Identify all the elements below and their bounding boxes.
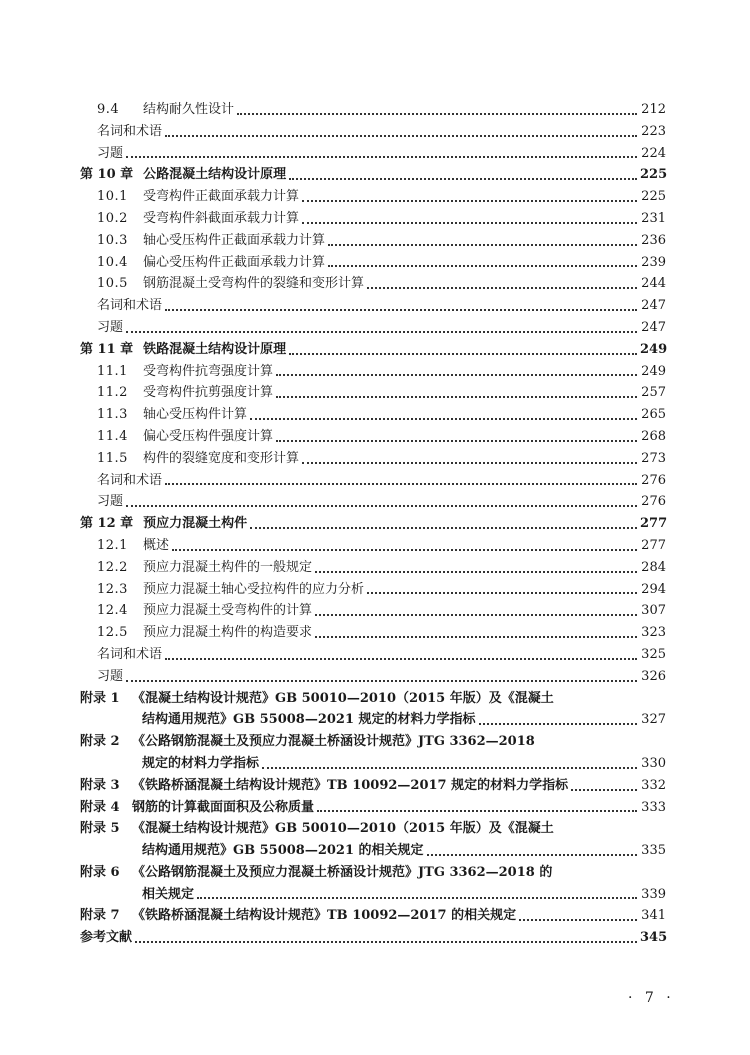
entry-title: 《铁路桥涵混凝土结构设计规范》TB 10092—2017 规定的材料力学指标 — [132, 777, 569, 793]
leader-dots — [302, 221, 637, 224]
entry-label — [97, 252, 325, 274]
toc-entry-line — [80, 927, 666, 949]
toc-entry[interactable] — [80, 557, 666, 579]
toc-entry-line — [80, 709, 666, 731]
toc-entry[interactable] — [80, 797, 666, 819]
entry-label — [97, 186, 299, 208]
entry-label — [80, 797, 314, 819]
leader-dots — [315, 635, 637, 638]
toc-entry[interactable] — [80, 644, 666, 666]
leader-dots — [126, 155, 637, 158]
leader-dots — [519, 918, 637, 921]
toc-entry[interactable] — [80, 295, 666, 317]
page-ref: 273 — [641, 450, 666, 466]
page-ref: 276 — [641, 472, 666, 488]
toc-entry-line — [80, 775, 666, 797]
entry-title: 预应力混凝土构件的一般规定 — [143, 559, 313, 575]
entry-title: 《混凝土结构设计规范》GB 50010—2010（2015 年版）及《混凝土 — [132, 690, 554, 706]
leader-dots — [165, 657, 637, 660]
leader-dots — [367, 286, 637, 289]
leader-dots — [328, 243, 637, 246]
page-ref: 326 — [641, 668, 666, 684]
toc-entry-line — [80, 644, 666, 666]
entry-label — [97, 121, 162, 143]
entry-label — [97, 382, 273, 404]
leader-dots — [328, 264, 637, 267]
entry-title: 受弯构件斜截面承载力计算 — [143, 210, 300, 226]
entry-title: 钢筋混凝土受弯构件的裂缝和变形计算 — [143, 276, 365, 292]
page-ref: 327 — [641, 712, 666, 728]
toc-entry-line — [80, 579, 666, 601]
section-number: 11.3 — [97, 407, 128, 423]
section-number: 11.4 — [97, 428, 128, 444]
toc-entry-line — [80, 186, 666, 208]
entry-title: 习题 — [97, 668, 124, 684]
toc-entry[interactable] — [80, 230, 666, 252]
entry-title: 公路混凝土结构设计原理 — [143, 167, 287, 183]
entry-label — [97, 470, 162, 492]
entry-label — [97, 535, 169, 557]
toc-entry[interactable] — [80, 905, 666, 927]
leader-dots — [165, 134, 637, 137]
section-number: 12.1 — [97, 537, 128, 553]
leader-dots — [571, 788, 637, 791]
entry-title-continued: 相关规定 — [142, 886, 195, 902]
entry-title: 《混凝土结构设计规范》GB 50010—2010（2015 年版）及《混凝土 — [132, 821, 554, 837]
entry-label — [97, 208, 299, 230]
entry-label — [97, 317, 123, 339]
toc-entry[interactable] — [80, 382, 666, 404]
page-ref: 284 — [641, 559, 666, 575]
toc-entry[interactable] — [80, 535, 666, 557]
entry-title: 铁路混凝土结构设计原理 — [143, 341, 287, 357]
page-ref: 345 — [640, 930, 668, 946]
entry-title-continued: 结构通用规范》GB 55008—2021 规定的材料力学指标 — [142, 712, 476, 728]
leader-dots — [427, 853, 637, 856]
entry-label — [97, 230, 325, 252]
toc-entry-line — [80, 753, 666, 775]
leader-dots — [276, 373, 637, 376]
entry-title: 钢筋的计算截面面积及公称质量 — [132, 799, 315, 815]
page-ref: 225 — [640, 167, 668, 183]
leader-dots — [367, 591, 637, 594]
toc-entry[interactable] — [80, 622, 666, 644]
appendix-label: 附录 2 — [80, 734, 120, 750]
page-ref: 239 — [641, 254, 666, 270]
toc-entry-line — [80, 121, 666, 143]
page-ref: 341 — [641, 908, 666, 924]
appendix-label: 附录 4 — [80, 799, 120, 815]
entry-label — [97, 426, 273, 448]
entry-title: 受弯构件抗剪强度计算 — [143, 385, 274, 401]
page-ref: 247 — [641, 319, 666, 335]
section-number: 10.1 — [97, 189, 128, 205]
toc-entry[interactable] — [80, 470, 666, 492]
leader-dots — [302, 199, 637, 202]
leader-dots — [302, 461, 637, 464]
toc-entry-line — [80, 731, 666, 753]
page-ref: 325 — [641, 646, 666, 662]
toc-entry-line — [80, 818, 666, 840]
page-ref: 223 — [641, 123, 666, 139]
toc-entry-line — [80, 688, 666, 710]
toc-entry[interactable] — [80, 121, 666, 143]
toc-entry-line — [80, 230, 666, 252]
entry-title-continued: 规定的材料力学指标 — [142, 755, 260, 771]
toc-entry-line — [80, 382, 666, 404]
entry-title: 概述 — [143, 537, 170, 553]
leader-dots — [262, 766, 637, 769]
section-number: 12.3 — [97, 581, 128, 597]
page-ref: 225 — [641, 189, 666, 205]
toc-entry-line — [80, 535, 666, 557]
toc-entry-line — [80, 361, 666, 383]
section-number: 12.4 — [97, 603, 128, 619]
toc-entry[interactable] — [80, 862, 666, 906]
toc-entry[interactable] — [80, 186, 666, 208]
leader-dots — [276, 395, 637, 398]
toc-entry[interactable] — [80, 361, 666, 383]
entry-title: 偏心受压构件正截面承载力计算 — [143, 254, 326, 270]
toc-entry-line — [80, 797, 666, 819]
entry-title: 预应力混凝土构件 — [143, 516, 248, 532]
leader-dots — [172, 548, 637, 551]
toc-entry[interactable] — [80, 339, 666, 361]
entry-title: 预应力混凝土受弯构件的计算 — [143, 603, 313, 619]
page-ref: 294 — [641, 581, 666, 597]
entry-title: 名词和术语 — [97, 123, 163, 139]
entry-title: 偏心受压构件强度计算 — [143, 428, 274, 444]
entry-title: 预应力混凝土构件的构造要求 — [143, 625, 313, 641]
toc-entry-line — [80, 99, 666, 121]
entry-title: 名词和术语 — [97, 646, 163, 662]
entry-label — [97, 579, 364, 601]
section-number: 10.2 — [97, 210, 128, 226]
entry-label — [97, 666, 123, 688]
entry-label — [80, 164, 286, 186]
section-number: 11.2 — [97, 385, 128, 401]
toc-entry-line — [80, 273, 666, 295]
toc-entry-line — [80, 884, 666, 906]
page-ref: 330 — [641, 755, 666, 771]
entry-label — [97, 557, 312, 579]
entry-title: 结构耐久性设计 — [143, 102, 235, 117]
page-ref: 323 — [641, 625, 666, 641]
leader-dots — [237, 112, 637, 115]
toc-entry-line — [80, 557, 666, 579]
section-number: 12.2 — [97, 559, 128, 575]
page-ref: 224 — [641, 145, 666, 161]
toc-entry[interactable] — [80, 317, 666, 339]
page-ref: 335 — [641, 843, 666, 859]
page-ref: 257 — [641, 385, 666, 401]
toc-entry-line — [80, 164, 666, 186]
page-ref: 277 — [640, 516, 668, 532]
entry-title: 受弯构件抗弯强度计算 — [143, 363, 274, 379]
toc-entry[interactable] — [80, 164, 666, 186]
toc-entry-line — [80, 317, 666, 339]
leader-dots — [197, 896, 637, 899]
toc-entry-line — [80, 208, 666, 230]
entry-title: 习题 — [97, 319, 124, 335]
entry-label — [97, 295, 162, 317]
entry-title: 参考文献 — [80, 930, 133, 946]
leader-dots — [126, 504, 637, 507]
leader-dots — [250, 417, 637, 420]
toc-entry-line — [80, 622, 666, 644]
leader-dots — [276, 439, 637, 442]
leader-dots — [315, 613, 637, 616]
entry-title-continued: 结构通用规范》GB 55008—2021 的相关规定 — [142, 843, 424, 859]
entry-title: 习题 — [97, 145, 124, 161]
entry-title: 预应力混凝土轴心受拉构件的应力分析 — [143, 581, 365, 597]
toc-entry[interactable] — [80, 143, 666, 165]
toc-entry-line — [80, 513, 666, 535]
table-of-contents — [80, 99, 666, 949]
page-ref: 247 — [641, 298, 666, 314]
section-number: 11.5 — [97, 450, 128, 466]
toc-entry-line — [80, 404, 666, 426]
page-ref: 249 — [640, 341, 668, 357]
toc-entry-line — [80, 470, 666, 492]
leader-dots — [126, 679, 637, 682]
toc-entry-line — [80, 600, 666, 622]
leader-dots — [250, 526, 637, 529]
entry-label — [97, 361, 273, 383]
page-ref: 236 — [641, 232, 666, 248]
leader-dots — [135, 940, 637, 943]
page-ref: 332 — [641, 777, 666, 793]
leader-dots — [289, 177, 637, 180]
entry-label — [97, 622, 312, 644]
appendix-label: 附录 5 — [80, 821, 120, 837]
toc-entry-line — [80, 295, 666, 317]
page-ref: 339 — [641, 886, 666, 902]
toc-entry-line — [80, 491, 666, 513]
page-ref: 307 — [641, 603, 666, 619]
entry-title: 构件的裂缝宽度和变形计算 — [143, 450, 300, 466]
toc-entry[interactable] — [80, 513, 666, 535]
entry-title: 受弯构件正截面承载力计算 — [143, 189, 300, 205]
toc-entry[interactable] — [80, 252, 666, 274]
entry-label — [80, 513, 247, 535]
toc-entry[interactable] — [80, 688, 666, 732]
toc-entry-line — [80, 862, 666, 884]
entry-label — [97, 600, 312, 622]
page-ref: 277 — [641, 537, 666, 553]
section-number: 11.1 — [97, 363, 128, 379]
appendix-label: 附录 7 — [80, 908, 120, 924]
appendix-label: 附录 3 — [80, 777, 120, 793]
page-ref: 333 — [641, 799, 666, 815]
leader-dots — [317, 809, 637, 812]
toc-entry[interactable] — [80, 404, 666, 426]
toc-entry-line — [80, 448, 666, 470]
toc-entry[interactable] — [80, 99, 666, 121]
entry-label — [97, 143, 123, 165]
toc-entry-line — [80, 905, 666, 927]
entry-title: 习题 — [97, 494, 124, 510]
toc-entry[interactable] — [80, 579, 666, 601]
toc-entry-line — [80, 426, 666, 448]
toc-entry[interactable] — [80, 818, 666, 862]
leader-dots — [289, 352, 637, 355]
leader-dots — [315, 570, 637, 573]
toc-entry[interactable] — [80, 927, 666, 949]
entry-title: 轴心受压构件计算 — [143, 407, 248, 423]
section-number: 12.5 — [97, 625, 128, 641]
toc-entry[interactable] — [80, 273, 666, 295]
toc-entry-line — [80, 666, 666, 688]
toc-entry[interactable] — [80, 208, 666, 230]
toc-entry-line — [80, 252, 666, 274]
chapter-number: 第 11 章 — [80, 341, 134, 357]
appendix-label: 附录 6 — [80, 864, 120, 880]
toc-entry-line — [80, 339, 666, 361]
entry-label — [80, 339, 286, 361]
toc-entry[interactable] — [80, 448, 666, 470]
page-ref: 268 — [641, 428, 666, 444]
toc-entry-line — [80, 143, 666, 165]
toc-entry[interactable] — [80, 731, 666, 775]
entry-title: 《公路钢筋混凝土及预应力混凝土桥涵设计规范》JTG 3362—2018 的 — [132, 864, 553, 880]
toc-entry[interactable] — [80, 491, 666, 513]
toc-entry[interactable] — [80, 666, 666, 688]
entry-label — [97, 404, 247, 426]
entry-label — [97, 491, 123, 513]
section-number: 10.3 — [97, 232, 128, 248]
entry-title: 《铁路桥涵混凝土结构设计规范》TB 10092—2017 的相关规定 — [132, 908, 517, 924]
entry-label — [97, 273, 364, 295]
leader-dots — [165, 482, 637, 485]
page-number: · 7 · — [628, 990, 675, 1006]
entry-label — [97, 99, 234, 121]
page-ref: 231 — [641, 210, 666, 226]
chapter-number: 第 10 章 — [80, 167, 134, 183]
page-ref: 249 — [641, 363, 666, 379]
page-ref: 265 — [641, 407, 666, 423]
appendix-label: 附录 1 — [80, 690, 120, 706]
section-number: 9.4 — [97, 102, 120, 117]
entry-title: 轴心受压构件正截面承载力计算 — [143, 232, 326, 248]
section-number: 10.4 — [97, 254, 128, 270]
page-ref: 276 — [641, 494, 666, 510]
entry-label — [80, 775, 568, 797]
toc-entry-line — [80, 840, 666, 862]
entry-title: 名词和术语 — [97, 298, 163, 314]
entry-label — [80, 927, 132, 949]
entry-label — [97, 644, 162, 666]
page-ref: 244 — [641, 276, 666, 292]
toc-entry[interactable] — [80, 775, 666, 797]
section-number: 10.5 — [97, 276, 128, 292]
page-ref: 212 — [641, 102, 666, 117]
entry-title: 名词和术语 — [97, 472, 163, 488]
leader-dots — [479, 722, 637, 725]
entry-label — [97, 448, 299, 470]
leader-dots — [126, 330, 637, 333]
entry-label — [80, 905, 516, 927]
chapter-number: 第 12 章 — [80, 516, 134, 532]
leader-dots — [165, 308, 637, 311]
entry-title: 《公路钢筋混凝土及预应力混凝土桥涵设计规范》JTG 3362—2018 — [132, 734, 535, 750]
toc-entry[interactable] — [80, 600, 666, 622]
toc-entry[interactable] — [80, 426, 666, 448]
